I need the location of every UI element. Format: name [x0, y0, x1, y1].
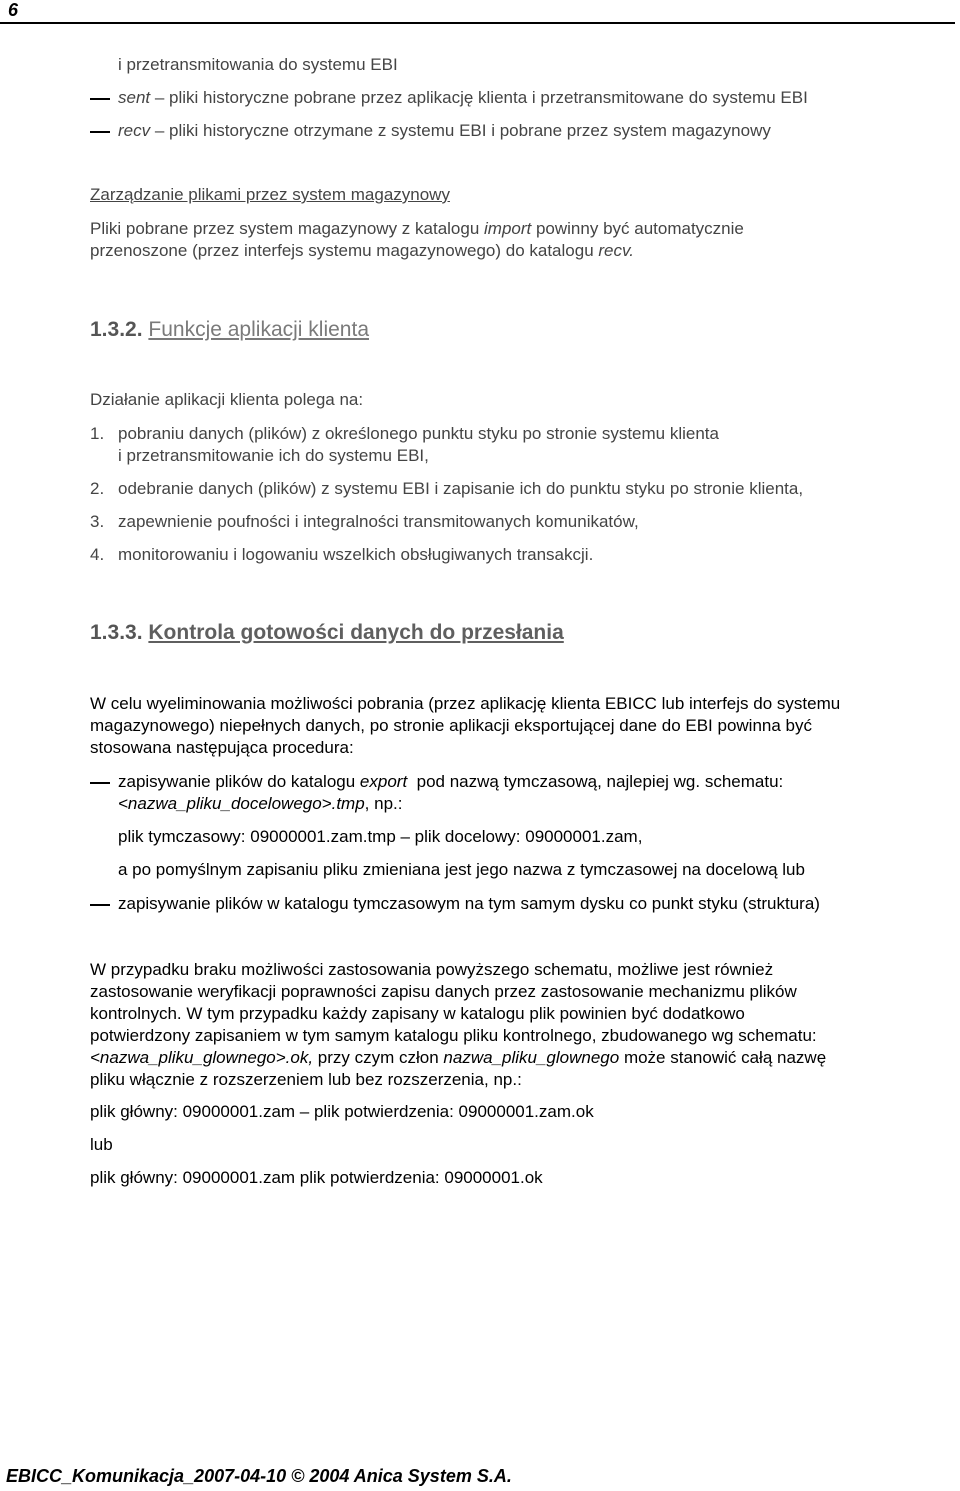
section-number: 1.3.2. — [90, 318, 143, 341]
management-paragraph-line — [90, 219, 744, 239]
intro-item — [118, 121, 771, 141]
paragraph-line — [90, 1048, 826, 1068]
intro-item-text: – pliki historyczne pobrane przez aplikację klienta i przetransmitowane do systemu EBI — [150, 88, 808, 107]
section-heading-132 — [90, 318, 369, 342]
text-run: import — [484, 219, 532, 238]
section-title: Kontrola gotowości danych do przesłania — [148, 621, 564, 644]
text-run: przy czym człon — [313, 1048, 444, 1067]
management-paragraph-line — [90, 241, 634, 261]
bullet-item: zapisywanie plików w katalogu tymczasowym na tym samym dysku co punkt styku (struktura) — [118, 894, 820, 913]
intro-line: i przetransmitowania do systemu EBI — [118, 55, 398, 74]
list-item-cont: i przetransmitowanie ich do systemu EBI, — [118, 446, 429, 465]
intro-item-term: sent — [118, 88, 151, 107]
text-run: zapisywanie plików do katalogu — [118, 772, 360, 791]
text-run: export — [359, 772, 408, 791]
dash-bullet — [90, 904, 110, 906]
dash-bullet — [90, 131, 110, 133]
text-run: <nazwa_pliku_glownego>.ok, — [90, 1048, 314, 1067]
paragraph-line: potwierdzony zapisaniem w tym samym katalogu pliku kontrolnego, zbudowanego wg schematu: — [90, 1026, 817, 1045]
text-run: recv. — [598, 241, 634, 260]
example-line: plik tymczasowy: 09000001.zam.tmp – plik docelowy: 09000001.zam, — [118, 827, 643, 846]
paragraph-line: stosowana następująca procedura: — [90, 738, 354, 757]
text-run: , np.: — [364, 794, 403, 813]
paragraph-line: magazynowego) niepełnych danych, po stronie aplikacji eksportującej dane do EBI powinna być — [90, 716, 812, 735]
list-number: 4. — [90, 545, 105, 564]
list-item: monitorowaniu i logowaniu wszelkich obsługiwanych transakcji. — [118, 545, 594, 564]
bullet-item — [118, 772, 783, 792]
paragraph-line: zastosowanie weryfikacji poprawności zapisu danych przez zastosowanie mechanizmu plików — [90, 982, 797, 1001]
paragraph-line: a po pomyślnym zapisaniu pliku zmieniana jest jego nazwa z tymczasowej na docelową lub — [118, 860, 805, 879]
text-run: powinny być automatycznie — [531, 219, 744, 238]
bullet-item-cont — [118, 794, 402, 814]
paragraph-line: W celu wyeliminowania możliwości pobrania (przez aplikację klienta EBICC lub interfejs do systemu — [90, 694, 841, 713]
intro-item — [118, 88, 808, 108]
paragraph-line: kontrolnych. W tym przypadku każdy zapisany w katalogu plik powinien być dodatkowo — [90, 1004, 745, 1023]
text-run: nazwa_pliku_glownego — [443, 1048, 620, 1067]
list-item: odebranie danych (plików) z systemu EBI i zapisanie ich do punktu styku po stronie klienta, — [118, 479, 804, 498]
text-run: pod nazwą tymczasową, najlepiej wg. schematu: — [407, 772, 784, 791]
text-run: może stanowić całą nazwę — [619, 1048, 827, 1067]
section-number: 1.3.3. — [90, 621, 143, 644]
example-line: lub — [90, 1135, 113, 1154]
example-line: plik główny: 09000001.zam – plik potwierdzenia: 09000001.zam.ok — [90, 1102, 594, 1121]
section-heading-133 — [90, 621, 564, 645]
list-number: 1. — [90, 424, 105, 443]
example-line: plik główny: 09000001.zam plik potwierdzenia: 09000001.ok — [90, 1168, 543, 1187]
text-run: przenoszone (przez interfejs systemu magazynowego) do katalogu — [90, 241, 599, 260]
header-rule — [0, 22, 955, 24]
intro-item-text: – pliki historyczne otrzymane z systemu EBI i pobrane przez system magazynowy — [150, 121, 771, 140]
dash-bullet — [90, 98, 110, 100]
management-heading: Zarządzanie plikami przez system magazynowy — [90, 185, 450, 204]
paragraph-line: pliku włącznie z rozszerzeniem lub bez rozszerzenia, np.: — [90, 1070, 522, 1089]
list-number: 2. — [90, 479, 105, 498]
dash-bullet — [90, 782, 110, 784]
footer: EBICC_Komunikacja_2007-04-10 © 2004 Anica System S.A. — [6, 1466, 512, 1486]
text-run: Pliki pobrane przez system magazynowy z katalogu — [90, 219, 485, 238]
list-item: zapewnienie poufności i integralności transmitowanych komunikatów, — [118, 512, 639, 531]
paragraph-line: W przypadku braku możliwości zastosowania powyższego schematu, możliwe jest również — [90, 960, 774, 979]
list-item: pobraniu danych (plików) z określonego punktu styku po stronie systemu klienta — [118, 424, 719, 443]
list-number: 3. — [90, 512, 105, 531]
intro-item-term: recv — [118, 121, 151, 140]
text-run: <nazwa_pliku_docelowego>.tmp — [118, 794, 365, 813]
section-title: Funkcje aplikacji klienta — [148, 318, 369, 341]
page-number: 6 — [8, 0, 19, 20]
section-intro: Działanie aplikacji klienta polega na: — [90, 390, 364, 409]
